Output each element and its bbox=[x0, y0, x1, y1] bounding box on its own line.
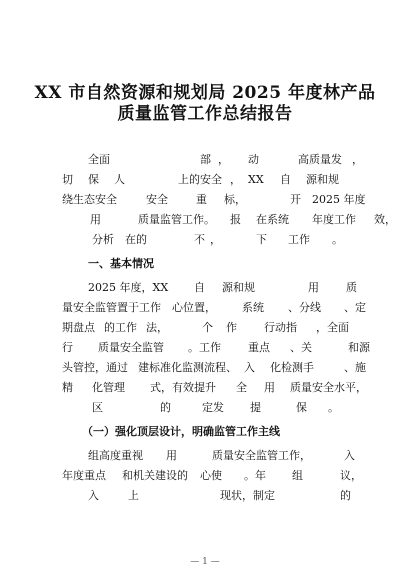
text-fragment: 头管控，通过 bbox=[62, 361, 128, 374]
text-fragment: 行动指 bbox=[264, 321, 297, 334]
text-fragment: 重点 bbox=[248, 341, 270, 354]
text-fragment: 。年 bbox=[244, 469, 266, 482]
text-fragment: 在系统 bbox=[256, 213, 289, 226]
text-fragment: 自 bbox=[280, 173, 291, 186]
text-fragment: 化检测手 bbox=[270, 361, 314, 374]
text-fragment: 上的安全 bbox=[178, 173, 222, 186]
document-title-line-1: XX 市自然资源和规划局 2025 年度林产品 bbox=[34, 83, 376, 103]
text-fragment: 、分线 bbox=[288, 301, 321, 314]
text-fragment: 全 bbox=[236, 381, 247, 394]
text-fragment: 的 bbox=[340, 489, 351, 502]
text-fragment: 议， bbox=[340, 469, 362, 482]
text-fragment: 。 bbox=[332, 233, 343, 246]
text-fragment: 的 bbox=[160, 401, 171, 414]
text-fragment: 保 bbox=[88, 173, 99, 186]
text-fragment: ， bbox=[230, 173, 241, 186]
text-fragment: 重 bbox=[196, 193, 207, 206]
text-fragment: 心位置， bbox=[172, 301, 216, 314]
text-fragment: 入 bbox=[244, 361, 255, 374]
text-fragment: 、定 bbox=[344, 301, 366, 314]
text-fragment: 年度工作 bbox=[312, 213, 356, 226]
text-fragment: 2025 年度，XX bbox=[88, 281, 169, 294]
text-fragment: 行 bbox=[62, 341, 73, 354]
text-fragment: 入 bbox=[88, 489, 99, 502]
text-fragment: 和机关建设的 bbox=[122, 469, 188, 482]
text-fragment: 入 bbox=[344, 449, 355, 462]
text-fragment: 保 bbox=[296, 401, 307, 414]
text-fragment: 建标准化监测流程、 bbox=[138, 361, 237, 374]
text-fragment: 质量安全监管 bbox=[98, 341, 164, 354]
text-fragment: 源和规 bbox=[306, 173, 339, 186]
text-fragment: 。工作 bbox=[188, 341, 221, 354]
text-fragment: 用 bbox=[166, 449, 177, 462]
text-fragment: 系统 bbox=[242, 301, 264, 314]
text-fragment: 绕生态安全 bbox=[62, 193, 117, 206]
text-fragment: 定发 bbox=[202, 401, 224, 414]
text-fragment: 组 bbox=[292, 469, 303, 482]
text-fragment: 期盘点 bbox=[62, 321, 95, 334]
text-fragment: ， bbox=[218, 153, 229, 166]
text-fragment: 开 bbox=[290, 193, 301, 206]
text-fragment: 用 bbox=[308, 281, 319, 294]
text-fragment: 标， bbox=[224, 193, 246, 206]
text-fragment: 自 bbox=[194, 281, 205, 294]
text-fragment: 、关 bbox=[290, 341, 312, 354]
text-fragment: 化管理 bbox=[92, 381, 125, 394]
text-fragment: 全面 bbox=[88, 153, 110, 166]
text-fragment: ，全面 bbox=[316, 321, 349, 334]
text-fragment: 分析 bbox=[92, 233, 114, 246]
text-fragment: 、施 bbox=[344, 361, 366, 374]
text-fragment: 区 bbox=[92, 401, 103, 414]
text-fragment: 法， bbox=[146, 321, 168, 334]
text-fragment: 用 bbox=[90, 213, 101, 226]
text-fragment: 安全 bbox=[146, 193, 168, 206]
text-fragment: 精 bbox=[62, 381, 73, 394]
text-fragment: 2025 年度 bbox=[312, 193, 366, 206]
text-fragment: 高质量发 bbox=[298, 153, 342, 166]
text-fragment: 提 bbox=[250, 401, 261, 414]
text-fragment: XX bbox=[248, 173, 264, 186]
text-fragment: ， bbox=[352, 153, 363, 166]
text-fragment: 质量监管工作。 bbox=[138, 213, 215, 226]
text-fragment: 质量安全监管工作， bbox=[212, 449, 311, 462]
text-fragment: 和源 bbox=[348, 341, 370, 354]
text-fragment: 效， bbox=[374, 213, 396, 226]
text-fragment: 作 bbox=[226, 321, 237, 334]
text-fragment: 式，有效提升 bbox=[150, 381, 216, 394]
document-title-line-2: 质量监管工作总结报告 bbox=[117, 104, 293, 124]
text-fragment: 质量安全水平， bbox=[290, 381, 367, 394]
text-fragment: 组高度重视 bbox=[88, 449, 143, 462]
text-fragment: ， bbox=[210, 233, 221, 246]
text-fragment: 个 bbox=[202, 321, 213, 334]
text-fragment: 在的 bbox=[125, 233, 147, 246]
text-fragment: 现状，制定 bbox=[220, 489, 275, 502]
page-number: — 1 — bbox=[190, 557, 220, 567]
text-fragment: 心使 bbox=[200, 469, 222, 482]
text-fragment: 。 bbox=[328, 401, 339, 414]
text-fragment: 用 bbox=[264, 381, 275, 394]
text-fragment: 下 bbox=[256, 233, 267, 246]
text-fragment: 人 bbox=[114, 173, 125, 186]
text-fragment: 报 bbox=[230, 213, 241, 226]
text-fragment: 不 bbox=[194, 233, 205, 246]
text-fragment: 部 bbox=[200, 153, 211, 166]
section-heading-top-design: （一）强化顶层设计，明确监管工作主线 bbox=[82, 425, 280, 438]
section-heading-basic-info: 一、基本情况 bbox=[88, 257, 154, 270]
text-fragment: 切 bbox=[62, 173, 73, 186]
text-fragment: 工作 bbox=[288, 233, 310, 246]
text-fragment: 源和规 bbox=[222, 281, 255, 294]
text-fragment: 量安全监管置于工作 bbox=[62, 301, 161, 314]
text-fragment: 动 bbox=[248, 153, 259, 166]
text-fragment: 的工作 bbox=[104, 321, 137, 334]
text-fragment: 上 bbox=[128, 489, 139, 502]
text-fragment: 质 bbox=[346, 281, 357, 294]
text-fragment: 年度重点 bbox=[62, 469, 106, 482]
